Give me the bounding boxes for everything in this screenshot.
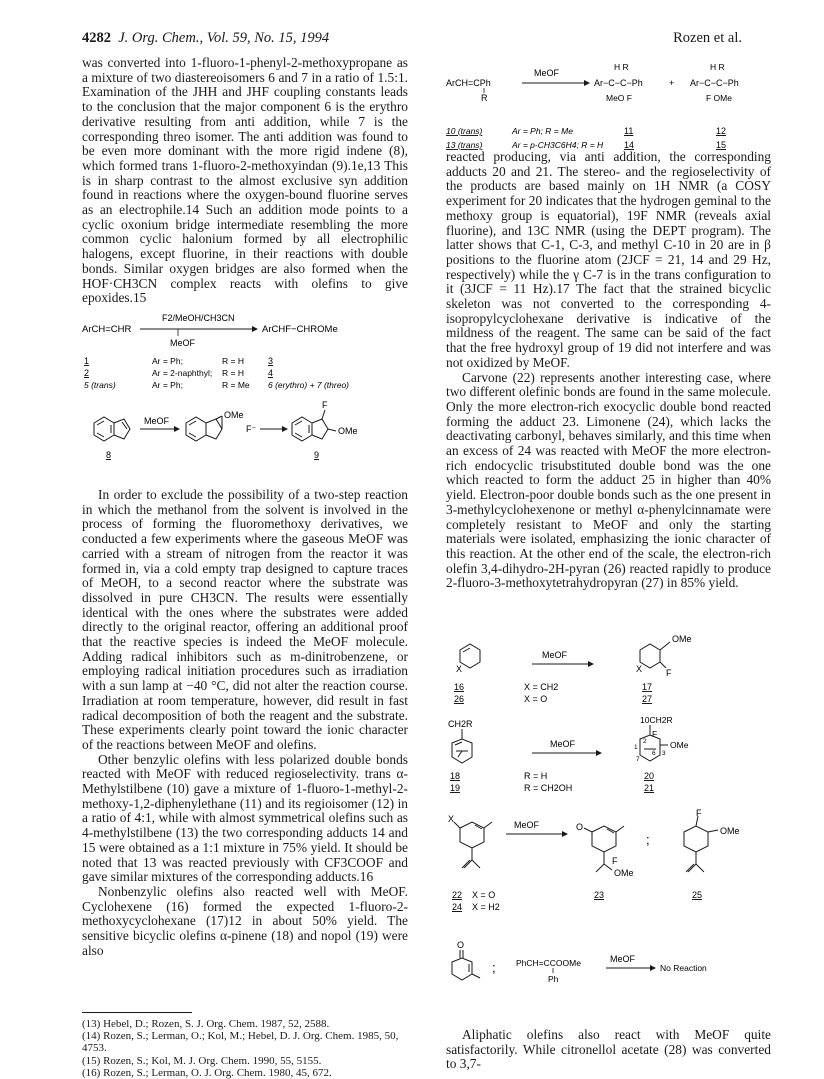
- label-24: 24: [452, 902, 463, 912]
- def-13: Ar = p-CH3C6H4; R = H: [512, 140, 604, 150]
- pinene-ome: OMe: [670, 740, 689, 750]
- carvone-x: X: [448, 814, 455, 824]
- label-14: 14: [624, 140, 635, 150]
- compound-2: 2: [84, 368, 90, 378]
- left-column-top: [82, 56, 408, 306]
- label-17: 17: [642, 682, 653, 692]
- noreact-reagent: MeOF: [610, 954, 636, 964]
- reference-16: (16) Rozen, S.; Lerman, O. J. Org. Chem. 1980, 45, 672.: [82, 1066, 332, 1079]
- reference-14: (14) Rozen, S.; Lerman, O.; Kol, M.; Hebel, D. J. Org. Chem. 1985, 50, 4753.: [82, 1030, 399, 1055]
- label-20: 20: [644, 771, 655, 781]
- label-21: 21: [644, 783, 655, 793]
- pinene-product-ch2r: 10CH2R: [640, 715, 673, 725]
- carvone-reagent: MeOF: [514, 820, 540, 830]
- label-12: 12: [716, 126, 727, 136]
- right-para-3: Aliphatic olefins also react with MeOF quite satisfactorily. While citronellol acetate (28) was converted to 3,7-: [446, 1027, 771, 1072]
- benzylic-reactant: ArCH=CHR: [82, 324, 132, 335]
- locant-2: 2: [643, 738, 647, 745]
- scheme-cyclohexene: [446, 632, 776, 717]
- oxonium-structure: [186, 416, 222, 441]
- label-27: 27: [642, 694, 653, 704]
- enone-o: O: [457, 940, 465, 950]
- cyclo-ome: OMe: [672, 634, 692, 644]
- label-25: 25: [692, 890, 703, 900]
- compound-1: 1: [84, 356, 90, 366]
- left-para-1: was converted into 1-fluoro-1-phenyl-2-methoxypropane as a mixture of two diastereoisomers 6 and 7 in a ratio of 1.5:1. Examination of the JHH and JHF coupling constants leads to the conclusion that the major component 6 is the erythro derivative resulting from anti addition, while 7 is the corresponding threo isomer. The anti addition was found to be even more dominant with the more rigid indene (8), which formed trans 1-fluoro-2-methoxyindan (9).1e,13 This is in sharp contrast to the almost exclusive syn addition found in reactions where the oxygen-bound fluorine serves as an electrophile.14 Such an addition mode points to a cyclic oxonium bridge intermediate resembling the more common cyclic halonium formed by all electrophilic halogens, except fluorine, in their reactions with double bonds. Similar oxygen bridges are also formed when the HOF·CH3CN complex reacts with olefins to give epoxides.15: [82, 55, 408, 306]
- def-1: Ar = Ph;: [152, 356, 183, 366]
- noreact-semicolon: ;: [492, 960, 496, 975]
- stilbene-reagent: MeOF: [534, 68, 560, 78]
- scheme-benzylic: [82, 310, 412, 470]
- f-minus: F⁻: [246, 424, 257, 434]
- scheme-no-reaction: [446, 940, 776, 990]
- right-column-text: [446, 150, 771, 591]
- r-3: R = Me: [222, 380, 250, 390]
- pinene-f: F: [652, 729, 658, 739]
- product-6-7: 6 (erythro) + 7 (threo): [268, 380, 350, 390]
- left-para-2: In order to exclude the possibility of a two-step reaction in which the methanol from the solvent is involved in the process of forming the fluoromethoxy derivatives, we conducted a few experiments where the gaseous MeOF was carried with a stream of nitrogen from the reactor it was formed in, via a cold empty trap designed to capture traces of MeOH, to a second reactor where the substrate was dissolved in pure CH3CN. The results were essentially identical with the ones where the substrates were added directly to the original reactor, offering an additional proof that the reactive species is indeed the MeOF molecule. Adding radical inhibitors such as m-dinitrobenzene, or employing radical initiation procedures such as irradiation with a sun lamp at −40 °C, did not alter the reaction course. Irradiation at room temperature, however, did result in fast radical decomposition of both the reagent and the substrate. These experiments clearly point toward the ionic character of the reactions between MeOF and olefins.: [82, 487, 408, 752]
- methylcyclohexenone-structure: [452, 950, 480, 980]
- prod1-main: Ar−C−C−Ph: [594, 78, 643, 88]
- pinene-def-2: R = CH2OH: [524, 783, 573, 793]
- product-4: 4: [268, 368, 274, 378]
- references: [82, 1012, 412, 1079]
- pinene-reagent: MeOF: [550, 739, 576, 749]
- label-10: 10 (trans): [446, 126, 483, 136]
- label-8: 8: [106, 450, 112, 460]
- label-26: 26: [454, 694, 465, 704]
- cyclo-reagent: MeOF: [542, 650, 568, 660]
- locant-3: 3: [662, 750, 666, 757]
- cyclo-def-2: X = O: [524, 694, 548, 704]
- fluoromethoxyindan-structure: [292, 410, 336, 441]
- carvone-o: O: [576, 822, 584, 832]
- limonene-f: F: [696, 808, 702, 818]
- compound-5: 5 (trans): [84, 380, 116, 390]
- prod1-bottom: MeO F: [606, 93, 632, 103]
- indene-reagent: MeOF: [144, 416, 170, 426]
- benzylic-product: ArCHF−CHROMe: [262, 324, 338, 335]
- stilbene-reactant-sub: R: [481, 93, 488, 103]
- prod1-top: H R: [614, 62, 629, 72]
- label-23: 23: [594, 890, 605, 900]
- no-reaction-label: No Reaction: [660, 963, 707, 973]
- carvone-adduct-structure: [584, 826, 624, 872]
- def-10: Ar = Ph; R = Me: [512, 126, 573, 136]
- def-3: Ar = Ph;: [152, 380, 183, 390]
- carvone-semicolon: ;: [646, 832, 650, 847]
- r-2: R = H: [222, 368, 244, 378]
- indene-structure: [94, 417, 130, 441]
- scheme-no-reaction-graphic: [446, 940, 776, 990]
- label-18: 18: [450, 771, 461, 781]
- reference-15: (15) Rozen, S.; Kol, M. J. Org. Chem. 1990, 55, 5155.: [82, 1054, 322, 1067]
- product-3: 3: [268, 356, 274, 366]
- scheme-pinene: [446, 717, 776, 807]
- carvone-def-2: X = H2: [472, 902, 500, 912]
- indan-f: F: [322, 400, 328, 410]
- pinene-ch2r: CH2R: [448, 719, 473, 729]
- label-19: 19: [450, 783, 461, 793]
- label-22: 22: [452, 890, 463, 900]
- scheme-carvone-graphic: [446, 808, 776, 916]
- journal-volume: Vol. 59, No. 15, 1994: [203, 30, 330, 46]
- page-number: 4282: [82, 30, 111, 46]
- label-11: 11: [624, 126, 634, 136]
- scheme-benzylic-graphic: [82, 310, 412, 470]
- label-16: 16: [454, 682, 465, 692]
- reference-13: (13) Hebel, D.; Rozen, S. J. Org. Chem. 1987, 52, 2588.: [82, 1018, 330, 1030]
- r-1: R = H: [222, 356, 244, 366]
- right-column-final: [446, 1028, 771, 1072]
- label-13: 13 (trans): [446, 140, 483, 150]
- def-2: Ar = 2-naphthyl;: [152, 368, 213, 378]
- fluoromethoxycyclohexane-structure: [640, 642, 670, 668]
- carvone-ome: OMe: [614, 868, 634, 878]
- label-9: 9: [314, 450, 320, 460]
- carvone-structure: [454, 822, 492, 868]
- ome-plus: OMe: [224, 410, 244, 420]
- scheme-cyclohexene-graphic: [446, 632, 776, 717]
- cyclo-x-product: X: [636, 664, 643, 674]
- label-15: 15: [716, 140, 727, 150]
- stilbene-reactant: ArCH=CPh: [446, 78, 491, 88]
- reagent-top: F2/MeOH/CH3CN: [162, 313, 235, 323]
- locant-7: 7: [636, 756, 640, 763]
- right-para-2: Carvone (22) represents another interesting case, where two different olefinic bonds are found in the same molecule. Only the more electron-rich exocyclic double bond reacted forming the adduct 23. Limonene (24), which lacks the deactivating carbonyl, behaves similarly, and this time when an excess of 24 was reacted with MeOF the more electron-rich endocyclic trisubstituted double bond was the one which reacted to form the adduct 25 in higher than 40% yield. Electron-poor double bonds such as the one present in 3-methylcyclohexenone or methyl α-phenylcinnamate were completely resistant to MeOF and only the starting materials were isolated, emphasizing the ionic character of this reaction. At the other end of the scale, the electron-rich olefin 3,4-dihydro-2H-pyran (26) reacted rapidly to produce 2-fluoro-3-methoxytetrahydropyran (27) in 85% yield.: [446, 369, 771, 591]
- cyclo-def-1: X = CH2: [524, 682, 559, 692]
- left-para-4: Nonbenzylic olefins also reacted well with MeOF. Cyclohexene (16) formed the expected 1-fluoro-2-methoxycyclohexane (17)12 in about 50% yield. The sensitive bicyclic olefins α-pinene (18) and nopol (19) were also: [82, 883, 408, 958]
- page-header: [82, 30, 742, 48]
- limonene-adduct-structure: [684, 816, 718, 872]
- prod2-main: Ar−C−C−Ph: [690, 78, 739, 88]
- locant-6: 6: [652, 750, 656, 757]
- pinene-def-1: R = H: [524, 771, 548, 781]
- cinnamate: PhCH=CCOOMe: [516, 958, 581, 968]
- left-column-bottom: [82, 488, 408, 959]
- limonene-ome: OMe: [720, 826, 740, 836]
- scheme-pinene-graphic: [446, 717, 776, 807]
- carvone-def-1: X = O: [472, 890, 496, 900]
- prod2-top: H R: [710, 62, 725, 72]
- cinnamate-ph: Ph: [548, 974, 559, 984]
- cyclo-x: X: [456, 664, 463, 674]
- indan-ome: OMe: [338, 426, 358, 436]
- reagent-bottom: MeOF: [170, 338, 196, 348]
- plus-sign: +: [669, 78, 675, 88]
- left-para-3: Other benzylic olefins with less polarized double bonds reacted with MeOF with reduced regioselectivity. trans α-Methylstilbene (10) gave a mixture of 1-fluoro-1-methyl-2-methoxy-1,2-diphenylethane (11) and its regioisomer (12) in a ratio of 4:1, while with almost symmetrical olefins such as 4-methylstilbene (13) the two corresponding adducts 14 and 15 were obtained as a 1:1 mixture in 75% yield. It should be noted that 13 was reacted previously with CF3COOF and gave similar mixtures of the corresponding adducts.16: [82, 751, 408, 885]
- footnote-rule: [82, 1012, 192, 1013]
- cyclo-f: F: [666, 668, 672, 678]
- carvone-f: F: [612, 856, 618, 866]
- scheme-carvone: [446, 808, 776, 916]
- right-para-1: reacted producing, via anti addition, the corresponding adducts 20 and 21. The stereo- and the regioselectivity of the products are based mainly on 1H NMR (a COSY experiment for 20 indicates that the hydrogen geminal to the methoxy group is equatorial), 19F NMR (reveals axial fluorine), and 13C NMR (using the DEPT program). The latter shows that C-1, C-3, and methyl C-10 in 20 are in β positions to the fluorine atom (2JCF = 21, 14 and 29 Hz, respectively) while the γ C-7 is in the trans configuration to it (3JCF = 11 Hz).17 The fact that the strained bicyclic skeleton was not converted to the corresponding 4-isopropylcyclohexane derivative is indicative of the mildness of the reagent. The same can be said of the fact that the free hydroxyl group of 19 did not interfere and was not oxidized by MeOF.: [446, 149, 771, 370]
- pinene-structure: [452, 729, 472, 763]
- arrow-head: [252, 326, 258, 332]
- running-authors: Rozen et al.: [673, 30, 742, 46]
- cyclohexene-structure: [460, 644, 480, 668]
- journal-name: J. Org. Chem.,: [118, 30, 204, 46]
- prod2-bottom: F OMe: [706, 93, 732, 103]
- locant-1: 1: [634, 744, 638, 751]
